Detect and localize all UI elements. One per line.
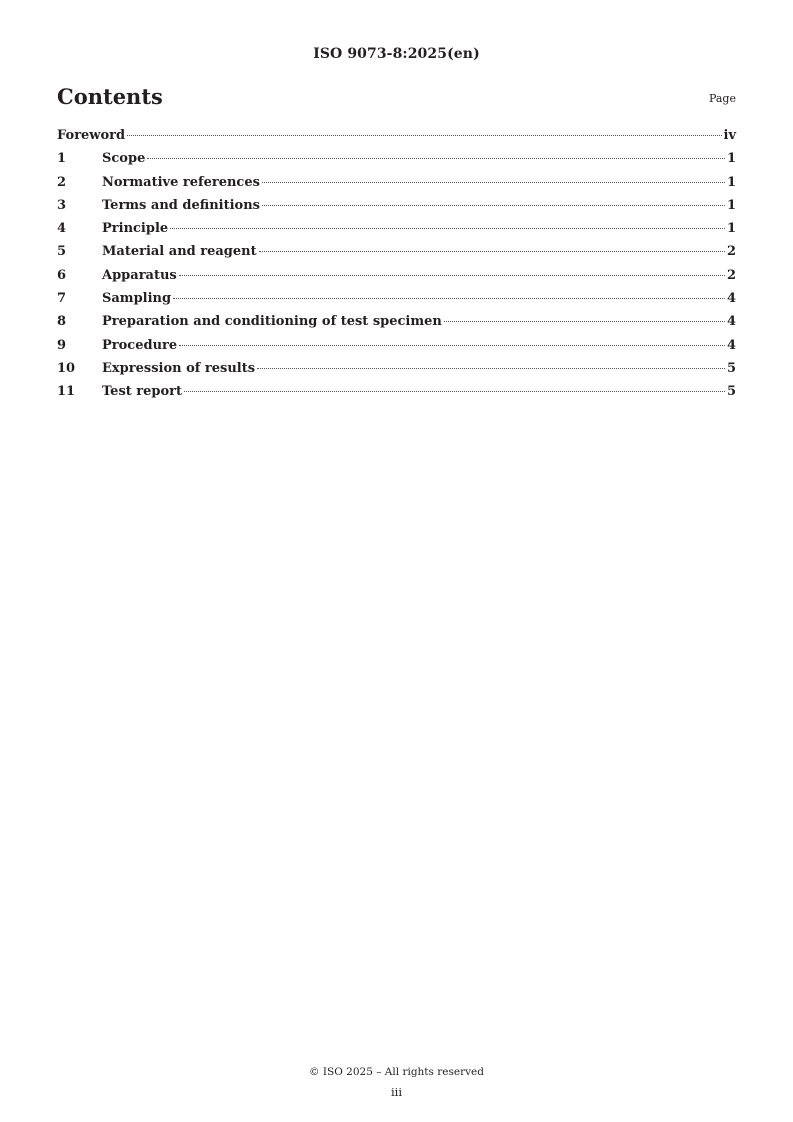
toc-entry-number: 3 xyxy=(57,197,67,213)
toc-entry-page: 1 xyxy=(726,174,736,190)
table-of-contents xyxy=(57,128,736,408)
toc-entry-number: 5 xyxy=(57,244,67,260)
dot-leader xyxy=(179,275,725,276)
dot-leader xyxy=(262,205,725,206)
dot-leader xyxy=(262,182,725,183)
dot-leader xyxy=(184,391,725,392)
page-column-label: Page xyxy=(708,92,736,105)
toc-entry-page: 1 xyxy=(726,151,736,167)
dot-leader xyxy=(259,251,725,252)
dot-leader xyxy=(173,298,725,299)
toc-entry[interactable] xyxy=(57,291,736,314)
copyright-notice: © ISO 2025 – All rights reserved xyxy=(309,1066,484,1078)
dot-leader xyxy=(170,228,725,229)
toc-entry-page: 5 xyxy=(726,384,736,400)
toc-entry-title: Expression of results xyxy=(102,360,256,376)
toc-entry-number: 11 xyxy=(57,384,76,400)
toc-entry[interactable] xyxy=(57,175,736,198)
toc-entry-page: iv xyxy=(723,128,736,143)
toc-entry-number: 9 xyxy=(57,337,67,353)
dot-leader xyxy=(257,368,725,369)
toc-entry-title: Foreword xyxy=(57,128,126,143)
toc-entry[interactable] xyxy=(57,151,736,174)
document-id-header: ISO 9073-8:2025(en) xyxy=(313,46,480,62)
toc-entry-page: 4 xyxy=(726,291,736,307)
toc-entry-foreword[interactable] xyxy=(57,128,736,151)
dot-leader xyxy=(179,345,725,346)
toc-entry-title: Sampling xyxy=(102,291,172,307)
toc-entry[interactable] xyxy=(57,338,736,361)
toc-entry-number: 1 xyxy=(57,151,67,167)
toc-entry-number: 7 xyxy=(57,291,67,307)
toc-entry-title: Test report xyxy=(102,384,183,400)
toc-entry-number: 10 xyxy=(57,360,76,376)
toc-entry-page: 4 xyxy=(726,314,736,330)
toc-entry-page: 4 xyxy=(726,337,736,353)
toc-entry[interactable] xyxy=(57,198,736,221)
toc-entry[interactable] xyxy=(57,361,736,384)
dot-leader xyxy=(127,135,721,136)
toc-entry-page: 2 xyxy=(726,267,736,283)
toc-entry[interactable] xyxy=(57,268,736,291)
toc-entry-title: Preparation and conditioning of test specimen xyxy=(102,314,442,330)
toc-entry-title: Material and reagent xyxy=(102,244,257,260)
toc-entry-page: 1 xyxy=(726,197,736,213)
page-number: iii xyxy=(390,1085,403,1099)
toc-entry-title: Principle xyxy=(102,221,169,237)
toc-entry-title: Terms and definitions xyxy=(102,197,260,213)
contents-title: Contents xyxy=(57,84,163,109)
dot-leader xyxy=(147,158,725,159)
dot-leader xyxy=(444,321,725,322)
toc-entry-title: Normative references xyxy=(102,174,260,190)
toc-entry[interactable] xyxy=(57,384,736,407)
toc-entry-title: Procedure xyxy=(102,337,178,353)
toc-entry-number: 6 xyxy=(57,267,67,283)
toc-entry-number: 4 xyxy=(57,221,67,237)
toc-entry[interactable] xyxy=(57,244,736,267)
toc-entry-title: Apparatus xyxy=(102,267,177,283)
toc-entry-page: 2 xyxy=(726,244,736,260)
toc-entry-page: 5 xyxy=(726,360,736,376)
toc-entry-number: 2 xyxy=(57,174,67,190)
toc-entry-page: 1 xyxy=(726,221,736,237)
toc-entry[interactable] xyxy=(57,221,736,244)
toc-entry[interactable] xyxy=(57,314,736,337)
toc-entry-number: 8 xyxy=(57,314,67,330)
toc-entry-title: Scope xyxy=(102,151,146,167)
